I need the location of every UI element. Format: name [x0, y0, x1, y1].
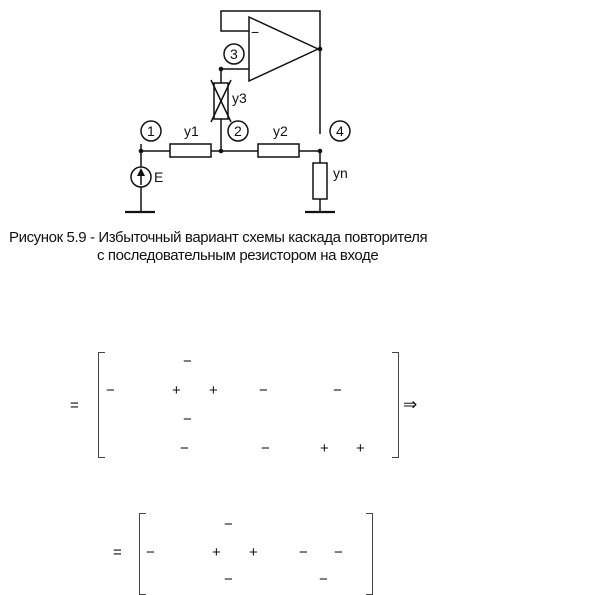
- junction-dot: [139, 149, 144, 154]
- matrix1-right-bracket: [392, 352, 399, 458]
- matrix1-implies-arrow: ⇒: [403, 395, 418, 414]
- noninverting-input-wire: [221, 69, 249, 81]
- matrix2-r2-c4: −: [299, 544, 308, 561]
- resistor-y2: [258, 144, 299, 157]
- circuit-schematic: [0, 0, 609, 230]
- junction-dot: [219, 149, 224, 154]
- matrix2-r2-c5: −: [334, 544, 343, 561]
- matrix1-r4-c3: +: [320, 440, 329, 457]
- junction-dot: [219, 67, 224, 72]
- matrix1-r4-c4: +: [356, 440, 365, 457]
- matrix1-r2-c4: −: [259, 382, 268, 399]
- matrix2-r2-c1: −: [146, 544, 155, 561]
- node-label-4: 4: [336, 123, 344, 139]
- matrix2-left-bracket: [139, 513, 146, 595]
- matrix1-equals: =: [70, 397, 79, 414]
- matrix2-equals: =: [113, 544, 122, 561]
- junction-dot: [318, 47, 323, 52]
- label-y1: y1: [184, 123, 199, 139]
- resistor-y1: [170, 144, 211, 157]
- node-label-2: 2: [234, 123, 242, 139]
- matrix1-r2-c5: −: [333, 382, 342, 399]
- matrix1-r2-c1: −: [106, 382, 115, 399]
- label-yn: yn: [333, 165, 348, 181]
- matrix2-r3-c2: −: [319, 571, 328, 588]
- node-label-3: 3: [230, 46, 238, 62]
- opamp-symbol: [249, 17, 318, 81]
- label-y3: y3: [232, 90, 247, 106]
- matrix1-r1-c1: −: [183, 353, 192, 370]
- opamp-minus-sign: −: [251, 24, 260, 40]
- matrix2-r2-c3: +: [249, 544, 258, 561]
- matrix1-r3-c1: −: [183, 411, 192, 428]
- label-y2: y2: [273, 123, 288, 139]
- matrix1-left-bracket: [98, 352, 105, 458]
- matrix1-r4-c2: −: [261, 440, 270, 457]
- junction-dot: [318, 149, 323, 154]
- figure-caption-line2: с последовательным резистором на входе: [97, 247, 379, 264]
- matrix1-r2-c3: +: [209, 382, 218, 399]
- matrix1-r4-c1: −: [180, 440, 189, 457]
- resistor-yn: [313, 163, 327, 199]
- matrix1-r2-c2: +: [172, 382, 181, 399]
- node-label-1: 1: [147, 123, 155, 139]
- matrix2-r3-c1: −: [224, 571, 233, 588]
- label-source-E: E: [154, 169, 164, 185]
- figure-caption-line1: Рисунок 5.9 - Избыточный вариант схемы каскада повторителя: [9, 229, 428, 246]
- matrix2-r1-c1: −: [224, 516, 233, 533]
- matrix2-r2-c2: +: [212, 544, 221, 561]
- matrix2-right-bracket: [366, 513, 373, 595]
